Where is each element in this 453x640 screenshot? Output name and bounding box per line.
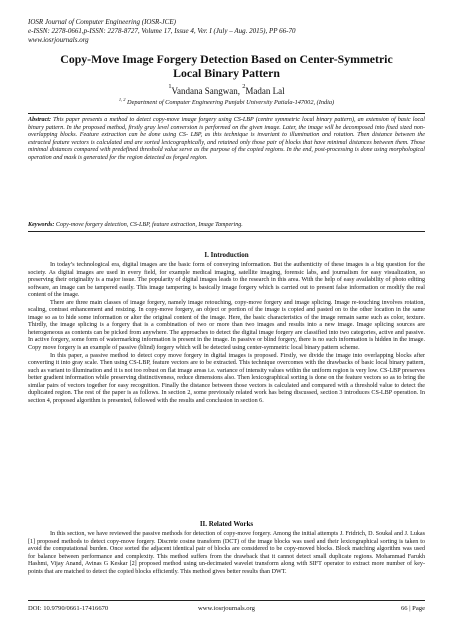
introduction-body	[28, 262, 425, 405]
paper-authors	[30, 83, 423, 97]
author-1: Vandana Sangwan,	[171, 86, 243, 96]
related-works-body	[28, 531, 425, 576]
keywords-text: Copy-move forgery detection, CS-LBP, feature extraction, Image Tampering.	[54, 222, 243, 228]
footer-rule	[28, 600, 425, 601]
author-affiliation	[30, 99, 423, 107]
keywords-bottom-rule	[28, 231, 425, 232]
abstract-label: Abstract:	[28, 117, 52, 123]
intro-paragraph-3: In this paper, a passive method to detect copy move forgery in digital images is proposed. Firstly, we divide the image into overlapping blocks after converting it into gray scale. Then using CS-LBP, feature vectors are to be extracted. This technique overcomes with the drawbacks of basic local binary pattern, such as variant to illumination and it is not too robust on flat image areas i.e. variance of intensity values within the uniform region is very low. CS-LBP preserves better gradient information while preserving distinctiveness, reduce dimensions also. Then lexicographical sorting is done on the feature vectors so as to bring the similar pairs of vectors together for easy recognition. Finally the distance between those vectors is calculated and compared with a threshold value to detect the duplicated region. The rest of the paper is as follows. In section 2, some previously related work has being discussed, section 3 introduces CS-LBP operation. In section 4, proposed algorithm is presented, followed with the results and conclusion in section 6.	[28, 352, 425, 404]
footer-doi: DOI: 10.9790/0661-17416670	[28, 605, 109, 612]
journal-website: www.iosrjournals.org	[28, 36, 89, 44]
related-paragraph-1: In this section, we have reviewed the passive methods for detection of copy-move forgery. Among the initial attempts J. Fridrich, D. Soukal and J. Lukas [1] proposed methods to detect copy-move forgery. Discrete cosine transform (DCT) of the image blocks was used and their lexicographical sorting is taken to avoid the computational burden. Once sorted the adjacent identical pair of blocks are considered to be copy-moved blocks. Block matching algorithm was used for balance between performance and complexity. This method suffers from the drawback that it cannot detect small duplicate regions. Mohammad Farukh Hashmi, Vijay Anand, Avinas G Keskar [2] proposed method using un-decimated wavelet transform along with SIFT operator to extract more number of key-points that are matched to detect the copied blocks efficiently. This method gives better results than DWT.	[28, 531, 425, 575]
footer-website: www.iosrjournals.org	[198, 605, 255, 612]
footer-page-number: 66 | Page	[400, 605, 425, 612]
abstract-top-rule	[28, 113, 425, 114]
author1-superscript: 1	[168, 83, 172, 90]
intro-paragraph-2: There are three main classes of image forgery, namely image retouching, copy-move forgery and image splicing. Image re-touching involves rotation, scaling, contrast enhancement and resizing. In copy-move forgery, an object or portion of the image is copied and pasted on to the other location in the same image so as to hide some information or alter the original content of the image. Here, the basic characteristics of the image remain same such as color, texture. Thirdly, the image splicing is a forgery that is a combination of two or more than two images and results into a new image. Image splicing sources are heterogeneous as contents can be picked from anywhere. The approaches to detect the digital image forgery are classified into two categories, active and passive. In active forgery, some form of watermarking information is present in the image. In passive or blind forgery, there is no such information is hidden in the image. Copy move forgery is an example of passive (blind) forgery which will be detected using center-symmetric local binary pattern scheme.	[28, 299, 425, 352]
section-heading-introduction: I. Introduction	[204, 251, 249, 259]
intro-paragraph-1: In today’s technological era, digital images are the basic form of conveying information. But the authenticity of these images is a big question for the society. As digital images are used in every field, for example medical imaging, satellite imaging, forensic labs, and journalism for easy visualization, so preserving their originality is a major issue. The popularity of digital images leads to the research in this area. With the help of easy availability of photo editing software, an image can be tampered easily. This image tampering is basically image forgery which is carried out to present false information or modify the real content of the image.	[28, 262, 425, 299]
affiliation-text: Department of Computer Engineering Punjabi University Patiala-147002, (India)	[125, 99, 335, 106]
author2-superscript: 2	[242, 83, 246, 90]
journal-name: IOSR Journal of Computer Engineering (IOSR-JCE)	[28, 18, 176, 26]
section-heading-related-works: II. Related Works	[199, 520, 254, 528]
title-line-2: Local Binary Pattern	[173, 66, 280, 80]
abstract-block	[28, 117, 425, 163]
keywords-label: Keywords:	[28, 222, 55, 228]
abstract-text: This paper presents a method to detect copy-move image forgery using CS-LBP (centre symmetric local binary pattern), an extension of basic local binary pattern. In the proposed method, firstly gray level conversion is performed on the given image. Later, the image will be decomposed into fixed sized non-overlapping blocks. Feature extraction can be done using CS- LBP, as this technique is invariant to illumination and rotation. Then distance between the extracted feature vectors is calculated and are sorted lexicographically, and retained only those pair of blocks that have minimal distances between them. Those minimal distances compared with predefined threshold value serve as the purpose of the copied regions. In the end, post-processing is done using morphological operation and mask is generated for the region detected as forged region.	[28, 117, 425, 161]
paper-title	[30, 52, 423, 80]
author-2: Madan Lal	[245, 86, 285, 96]
title-line-1: Copy-Move Image Forgery Detection Based on Center-Symmetric	[60, 52, 393, 66]
affiliation-superscript: 1, 2	[118, 97, 126, 102]
journal-issn: e-ISSN: 2278-0661,p-ISSN: 2278-8727, Volume 17, Issue 4, Ver. I (July – Aug. 2015), PP 66-70	[28, 27, 296, 35]
keywords-block	[28, 222, 425, 230]
journal-header	[28, 18, 428, 45]
